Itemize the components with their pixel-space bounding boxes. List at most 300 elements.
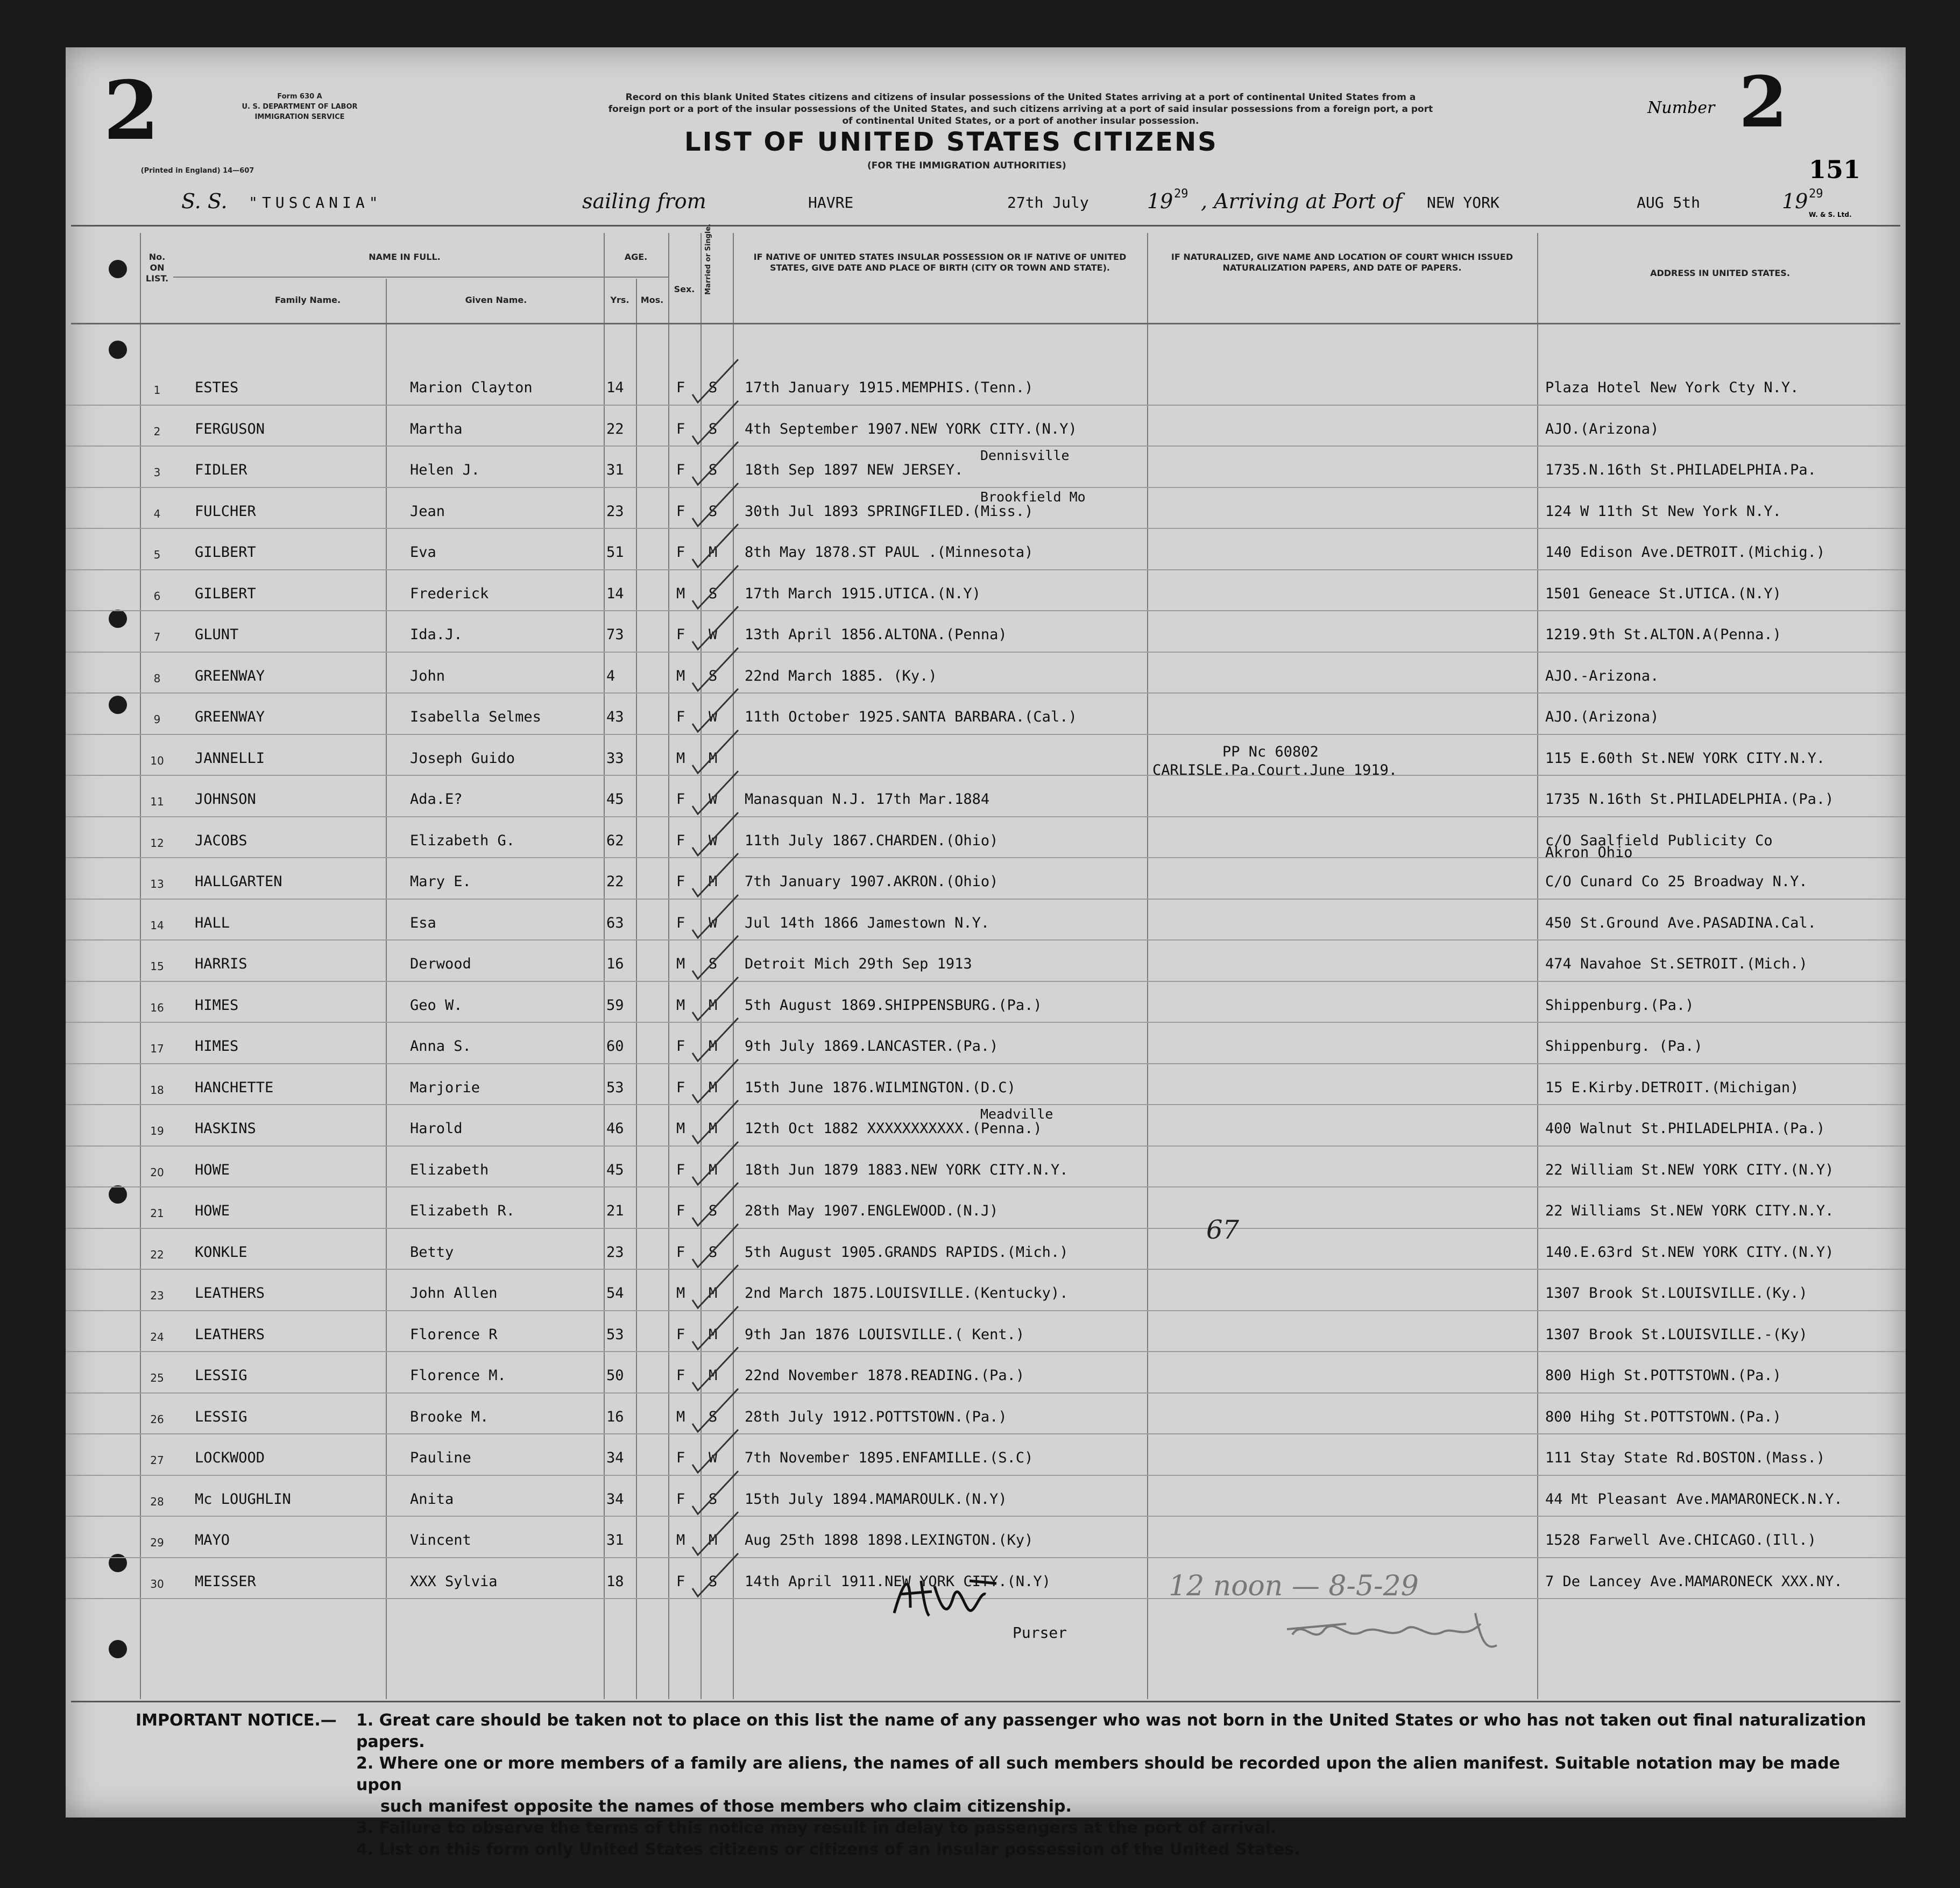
table-row [66,1067,1906,1109]
sex-cell: M [676,956,685,972]
table-row [66,738,1906,780]
birth-info-cell: 28th July 1912.POTTSTOWN.(Pa.) [745,1408,1007,1425]
marital-status-cell: S [709,1573,718,1590]
row-number: 19 [150,1125,164,1137]
age-cell: 16 [606,956,624,972]
birth-info-cell: 12th Oct 1882 XXXXXXXXXXX.(Penna.) [745,1120,1042,1137]
marital-status-cell: S [709,956,718,972]
age-cell: 62 [606,832,624,849]
age-cell: 45 [606,791,624,808]
check-mark-stroke [692,1347,738,1390]
address-cell: 400 Walnut St.PHILADELPHIA.(Pa.) [1545,1120,1825,1137]
check-mark-stroke [692,936,738,979]
check-mark-stroke [692,1142,738,1185]
table-row [66,1314,1906,1356]
sex-cell: F [676,379,685,396]
check-mark-stroke [692,1306,738,1349]
address-cell: 474 Navahoe St.SETROIT.(Mich.) [1545,956,1808,972]
passenger-table [66,367,1906,1643]
marital-status-cell: M [709,873,718,890]
address-cell: 1219.9th St.ALTON.A(Penna.) [1545,626,1781,643]
check-mark-stroke [692,606,738,649]
marital-status-cell: S [709,1203,718,1219]
given-name-cell: XXX Sylvia [410,1573,498,1590]
family-name-cell: HOWE [195,1203,230,1219]
row-number: 26 [150,1412,164,1426]
age-cell: 22 [606,873,624,890]
row-number: 29 [150,1536,164,1549]
sheet-number-right: 2 [1739,61,1788,143]
header-bottom-rule [71,323,1900,324]
given-name-cell: Derwood [410,956,471,972]
birth-place-correction: Meadville [980,1106,1053,1122]
table-row [66,1191,1906,1232]
naturalization-court-cell: CARLISLE.Pa.Court.June 1919. [1152,761,1398,779]
given-name-cell: Anita [410,1490,454,1508]
family-name-cell: JOHNSON [195,791,256,808]
col-header-given: Given Name. [465,295,527,305]
address-cell: 124 W 11th St New York N.Y. [1545,503,1781,520]
check-mark-stroke [692,359,738,402]
family-name-cell: JACOBS [195,832,247,849]
sex-cell: F [676,709,685,725]
birth-info-cell: 22nd March 1885. (Ky.) [745,667,937,684]
marital-status-cell: S [709,379,718,396]
birth-info-cell: Jul 14th 1866 Jamestown N.Y. [745,914,990,931]
family-name-cell: FERGUSON [195,420,265,437]
table-row [66,861,1906,903]
family-name-cell: HALL [195,914,230,931]
sex-cell: F [676,914,685,931]
birth-info-cell: 28th May 1907.ENGLEWOOD.(N.J) [745,1203,999,1219]
row-number: 27 [150,1454,164,1467]
table-row [66,450,1906,491]
birth-info-cell: 18th Jun 1879 1883.NEW YORK CITY.N.Y. [745,1161,1069,1178]
age-cell: 23 [606,503,624,520]
marital-status-cell: M [709,1161,718,1178]
row-number: 13 [150,878,164,890]
family-name-cell: JANNELLI [195,749,265,767]
table-row [66,944,1906,985]
row-number: 16 [150,1001,164,1014]
address-cell: 44 Mt Pleasant Ave.MAMARONECK.N.Y. [1545,1490,1843,1508]
row-number: 15 [150,960,164,973]
table-row [66,821,1906,862]
sex-cell: F [676,1243,685,1261]
given-name-cell: Joseph Guido [410,749,515,767]
age-cell: 14 [606,379,624,396]
given-name-cell: Marion Clayton [410,379,533,396]
intro-line-1: Record on this blank United States citizens and citizens of insular possessions of the United States arriving at a port of continental United States from a [625,92,1416,103]
address-cell: 800 Hihg St.POTTSTOWN.(Pa.) [1545,1408,1781,1425]
given-name-cell: Esa [410,914,436,931]
name-header-rule [173,277,668,278]
table-row [66,1355,1906,1397]
family-name-cell: HIMES [195,1038,239,1055]
printed-note: (Printed in England) 14—607 [140,167,254,175]
row-number: 8 [153,671,161,685]
address-cell: 1735 N.16th St.PHILADELPHIA.(Pa.) [1545,791,1834,808]
birth-info-cell: 13th April 1856.ALTONA.(Penna) [745,626,1007,643]
family-name-cell: FIDLER [195,462,247,478]
table-row [66,491,1906,533]
age-cell: 23 [606,1243,624,1261]
age-cell: 46 [606,1120,624,1137]
address-cell: 450 St.Ground Ave.PASADINA.Cal. [1545,914,1816,931]
page-number: 151 [1809,155,1861,184]
age-cell: 33 [606,749,624,767]
birth-info-cell: 9th July 1869.LANCASTER.(Pa.) [745,1038,999,1055]
check-mark-stroke [692,1224,738,1267]
notice-items [356,1710,1884,1861]
given-name-cell: Betty [410,1243,454,1261]
family-name-cell: GREENWAY [195,709,265,725]
table-row [66,574,1906,615]
check-mark-stroke [692,771,738,814]
purser-signature [889,1570,1007,1624]
address-cell: c/O Saalfield Publicity Co [1545,832,1773,849]
given-name-cell: Elizabeth G. [410,832,515,849]
table-row [66,1150,1906,1191]
check-mark-stroke [692,1059,738,1102]
sex-cell: F [676,832,685,849]
row-number: 18 [150,1083,164,1097]
given-name-cell: Helen J. [410,462,480,478]
row-number: 23 [150,1289,164,1302]
family-name-cell: HANCHETTE [195,1079,274,1096]
birth-info-cell: 15th June 1876.WILMINGTON.(D.C) [745,1079,1016,1096]
address-cell: C/O Cunard Co 25 Broadway N.Y. [1545,873,1808,890]
check-mark-stroke [692,401,738,444]
sailing-year-prefix: 19 [1147,189,1173,213]
family-name-cell: HOWE [195,1161,230,1178]
family-name-cell: HALLGARTEN [195,873,282,890]
check-mark-stroke [692,895,738,938]
marital-status-cell: W [709,1449,718,1466]
birth-info-cell: 5th August 1869.SHIPPENSBURG.(Pa.) [745,996,1042,1014]
sex-cell: M [676,749,685,767]
check-mark-stroke [692,1018,738,1061]
birth-info-cell: 8th May 1878.ST PAUL .(Minnesota) [745,544,1034,561]
col-header-married: Married or Single. [704,223,712,295]
address-cell: 1307 Brook St.LOUISVILLE.(Ky.) [1545,1285,1808,1302]
marital-status-cell: S [709,1408,718,1425]
row-number: 21 [150,1207,164,1220]
ship-prefix: S. S. [181,189,228,213]
marital-status-cell: S [709,1490,718,1508]
family-name-cell: HASKINS [195,1120,256,1137]
notice-item-4: 4. List on this form only United States citizens or citizens of an insular possession of the United States. [356,1840,1300,1859]
family-name-cell: GLUNT [195,626,239,643]
age-cell: 53 [606,1079,624,1096]
check-mark-stroke [692,730,738,773]
marital-status-cell: W [709,626,718,643]
age-cell: 54 [606,1285,624,1302]
printer-mark: W. & S. Ltd. [1809,211,1852,218]
family-name-cell: HARRIS [195,956,247,972]
address-cell: 1501 Geneace St.UTICA.(N.Y) [1545,585,1781,602]
sex-cell: F [676,1326,685,1343]
row-number: 6 [153,589,161,603]
given-name-cell: John Allen [410,1285,498,1302]
family-name-cell: LEATHERS [195,1326,265,1343]
row-number: 20 [150,1165,164,1179]
table-row [66,614,1906,656]
address-cell: 22 Williams St.NEW YORK CITY.N.Y. [1545,1203,1834,1219]
col-header-no: No. ON LIST. [145,252,169,284]
table-row [66,409,1906,450]
check-mark-stroke [692,1553,738,1596]
manifest-sheet [66,47,1906,1859]
table-row [66,697,1906,738]
row-number: 7 [153,631,161,644]
sex-cell: F [676,544,685,561]
check-mark-stroke [692,524,738,567]
col-header-address: ADDRESS IN UNITED STATES. [1650,268,1790,278]
given-name-cell: Isabella Selmes [410,709,541,725]
row-number: 30 [150,1577,164,1590]
family-name-cell: HIMES [195,996,239,1014]
table-row [66,1273,1906,1314]
age-cell: 22 [606,420,624,437]
birth-info-cell: 11th October 1925.SANTA BARBARA.(Cal.) [745,709,1077,725]
notice-heading: IMPORTANT NOTICE.— [136,1711,337,1730]
given-name-cell: Jean [410,503,445,520]
check-mark-stroke [692,648,738,691]
form-number: Form 630 A [277,93,322,101]
check-mark-stroke [692,1430,738,1473]
given-name-cell: Brooke M. [410,1408,489,1425]
page-title: LIST OF UNITED STATES CITIZENS [684,127,1218,157]
row-number: 17 [150,1042,164,1055]
address-cell: 140.E.63rd St.NEW YORK CITY.(N.Y) [1545,1243,1834,1261]
row-number: 14 [150,918,164,932]
count-note: 67 [1206,1215,1240,1245]
sex-cell: F [676,420,685,437]
arrival-port: NEW YORK [1427,194,1499,211]
marital-status-cell: M [709,1326,718,1343]
table-row [66,1397,1906,1438]
sex-cell: F [676,1038,685,1055]
address-cell: 111 Stay State Rd.BOSTON.(Mass.) [1545,1449,1825,1466]
table-row [66,656,1906,697]
check-mark-stroke [692,689,738,732]
punch-hole [109,260,127,278]
row-number: 5 [153,548,161,561]
birth-info-cell: 14th April 1911.NEW YORK CITY.(N.Y) [745,1573,1051,1590]
age-cell: 50 [606,1367,624,1384]
row-number: 3 [153,466,161,479]
ship-line [66,186,1906,218]
table-row [66,1520,1906,1561]
family-name-cell: LESSIG [195,1367,247,1384]
sex-cell: M [676,585,685,602]
address-cell: 1528 Farwell Ave.CHICAGO.(Ill.) [1545,1532,1816,1548]
table-row [66,985,1906,1027]
birth-info-cell: Detroit Mich 29th Sep 1913 [745,956,972,972]
sex-cell: M [676,1285,685,1302]
row-number: 22 [150,1248,164,1261]
row-number: 2 [153,425,161,438]
birth-info-cell: 18th Sep 1897 NEW JERSEY. [745,462,964,478]
family-name-cell: MEISSER [195,1573,256,1590]
check-mark-stroke [692,853,738,896]
purser-label: Purser [1013,1624,1067,1642]
sex-cell: M [676,996,685,1014]
check-mark-stroke [692,1471,738,1514]
sailing-port: HAVRE [808,194,854,211]
sex-cell: M [676,1532,685,1548]
notice-item-3: 3. Failure to observe the terms of this notice may result in delay to passengers at the port of arrival. [356,1819,1277,1837]
given-name-cell: Mary E. [410,873,471,890]
sex-cell: F [676,1161,685,1178]
marital-status-cell: M [709,749,718,767]
check-mark-stroke [692,442,738,485]
age-cell: 31 [606,1532,624,1548]
table-row [66,779,1906,821]
sex-cell: M [676,1120,685,1137]
table-row [66,532,1906,574]
family-name-cell: LEATHERS [195,1285,265,1302]
family-name-cell: LOCKWOOD [195,1449,265,1466]
age-cell: 14 [606,585,624,602]
family-name-cell: GILBERT [195,585,256,602]
notice-item-1: 1. Great care should be taken not to place on this list the name of any passenger who was not born in the United States or who has not taken out final naturalization papers. [356,1711,1866,1751]
age-cell: 31 [606,462,624,478]
family-name-cell: FULCHER [195,503,256,520]
given-name-cell: Vincent [410,1532,471,1548]
check-mark-stroke [692,1183,738,1226]
sex-cell: F [676,1079,685,1096]
check-mark-stroke [692,565,738,609]
sex-cell: F [676,1367,685,1384]
birth-place-correction: Dennisville [980,448,1070,463]
intro-line-3: of continental United States, or a port of another insular possession. [842,116,1199,126]
table-row [66,1479,1906,1521]
birth-info-cell: Aug 25th 1898 1898.LEXINGTON.(Ky) [745,1532,1034,1548]
given-name-cell: John [410,667,445,684]
row-number: 11 [150,795,164,808]
sex-cell: F [676,791,685,808]
row-number: 28 [150,1495,164,1508]
table-row [66,367,1906,409]
punch-hole [109,341,127,359]
address-cell: Shippenburg. (Pa.) [1545,1038,1703,1055]
birth-info-cell: 9th Jan 1876 LOUISVILLE.( Kent.) [745,1326,1025,1343]
family-name-cell: ESTES [195,379,239,396]
given-name-cell: Elizabeth R. [410,1203,515,1219]
row-number: 25 [150,1371,164,1384]
marital-status-cell: M [709,1367,718,1384]
address-cell: 1307 Brook St.LOUISVILLE.-(Ky) [1545,1326,1808,1343]
sailing-year-suffix: 29 [1174,187,1188,201]
marital-status-cell: S [709,503,718,520]
table-row [66,903,1906,944]
age-cell: 45 [606,1161,624,1178]
given-name-cell: Florence R [410,1326,498,1343]
age-cell: 60 [606,1038,624,1055]
address-cell: AJO.-Arizona. [1545,667,1659,684]
birth-info-cell: Manasquan N.J. 17th Mar.1884 [745,791,990,808]
arrival-date: AUG 5th [1637,194,1701,211]
punch-hole [109,1640,127,1658]
given-name-cell: Marjorie [410,1079,480,1096]
notice-item-2-cont: such manifest opposite the names of those members who claim citizenship. [380,1797,1072,1816]
age-cell: 16 [606,1408,624,1425]
marital-status-cell: M [709,1285,718,1302]
row-number: 1 [153,384,161,397]
sex-cell: F [676,873,685,890]
sex-cell: M [676,1408,685,1425]
arrival-year-suffix: 29 [1809,187,1823,201]
arriving-label: , Arriving at Port of [1201,189,1402,213]
timestamp-note: 12 noon — 8-5-29 [1169,1570,1419,1602]
marital-status-cell: M [709,1038,718,1055]
check-mark-stroke [692,1265,738,1308]
marital-status-cell: S [709,667,718,684]
given-name-cell: Pauline [410,1449,471,1466]
given-name-cell: Ida.J. [410,626,463,643]
marital-status-cell: M [709,1532,718,1548]
address-cell: Shippenburg.(Pa.) [1545,996,1694,1014]
given-name-cell: Geo W. [410,996,463,1014]
birth-info-cell: 22nd November 1878.READING.(Pa.) [745,1367,1025,1384]
check-mark-stroke [692,977,738,1020]
check-mark-stroke [692,1389,738,1432]
row-number: 4 [153,507,161,520]
address-cell: AJO.(Arizona) [1545,709,1659,725]
department: U. S. DEPARTMENT OF LABOR [242,103,358,111]
given-name-cell: Martha [410,420,463,437]
given-name-cell: Eva [410,544,436,561]
birth-info-cell: 15th July 1894.MAMAROULK.(N.Y) [745,1490,1007,1508]
sheet-number-left: 2 [103,63,160,158]
age-cell: 18 [606,1573,624,1590]
col-header-age: AGE. [624,252,648,262]
col-header-sex: Sex. [674,284,695,294]
given-name-cell: Harold [410,1120,463,1137]
address-cell: 115 E.60th St.NEW YORK CITY.N.Y. [1545,749,1825,767]
check-mark-stroke [692,1100,738,1143]
intro-line-2: foreign port or a port of the insular possessions of the United States, and such citizens arriving at a port of said insular possessions from a foreign port, a port [608,104,1433,115]
given-name-cell: Frederick [410,585,489,602]
row-number: 9 [153,713,161,726]
marital-status-cell: M [709,1079,718,1096]
family-name-cell: GREENWAY [195,667,265,684]
family-name-cell: KONKLE [195,1243,247,1261]
birth-info-cell: 17th January 1915.MEMPHIS.(Tenn.) [745,379,1034,396]
birth-info-cell: 30th Jul 1893 SPRINGFILED.(Miss.) [745,503,1034,520]
address-cell: 140 Edison Ave.DETROIT.(Michig.) [1545,544,1825,561]
marital-status-cell: W [709,709,718,725]
row-number: 12 [150,836,164,850]
given-name-cell: Elizabeth [410,1161,489,1178]
birth-info-cell: 2nd March 1875.LOUISVILLE.(Kentucky). [745,1285,1069,1302]
sex-cell: F [676,1490,685,1508]
check-mark-stroke [692,812,738,855]
row-number: 10 [150,754,164,767]
table-row [66,1108,1906,1150]
age-cell: 73 [606,626,624,643]
marital-status-cell: S [709,462,718,478]
notice-item-2: 2. Where one or more members of a family are aliens, the names of all such members should be recorded upon the alien manifest. Suitable notation may be made upon [356,1754,1840,1794]
address-cell: 7 De Lancey Ave.MAMARONECK XXX.NY. [1545,1573,1843,1590]
marital-status-cell: S [709,1243,718,1261]
family-name-cell: Mc LOUGHLIN [195,1490,291,1508]
sex-cell: F [676,503,685,520]
number-label: Number [1647,98,1715,117]
age-cell: 51 [606,544,624,561]
